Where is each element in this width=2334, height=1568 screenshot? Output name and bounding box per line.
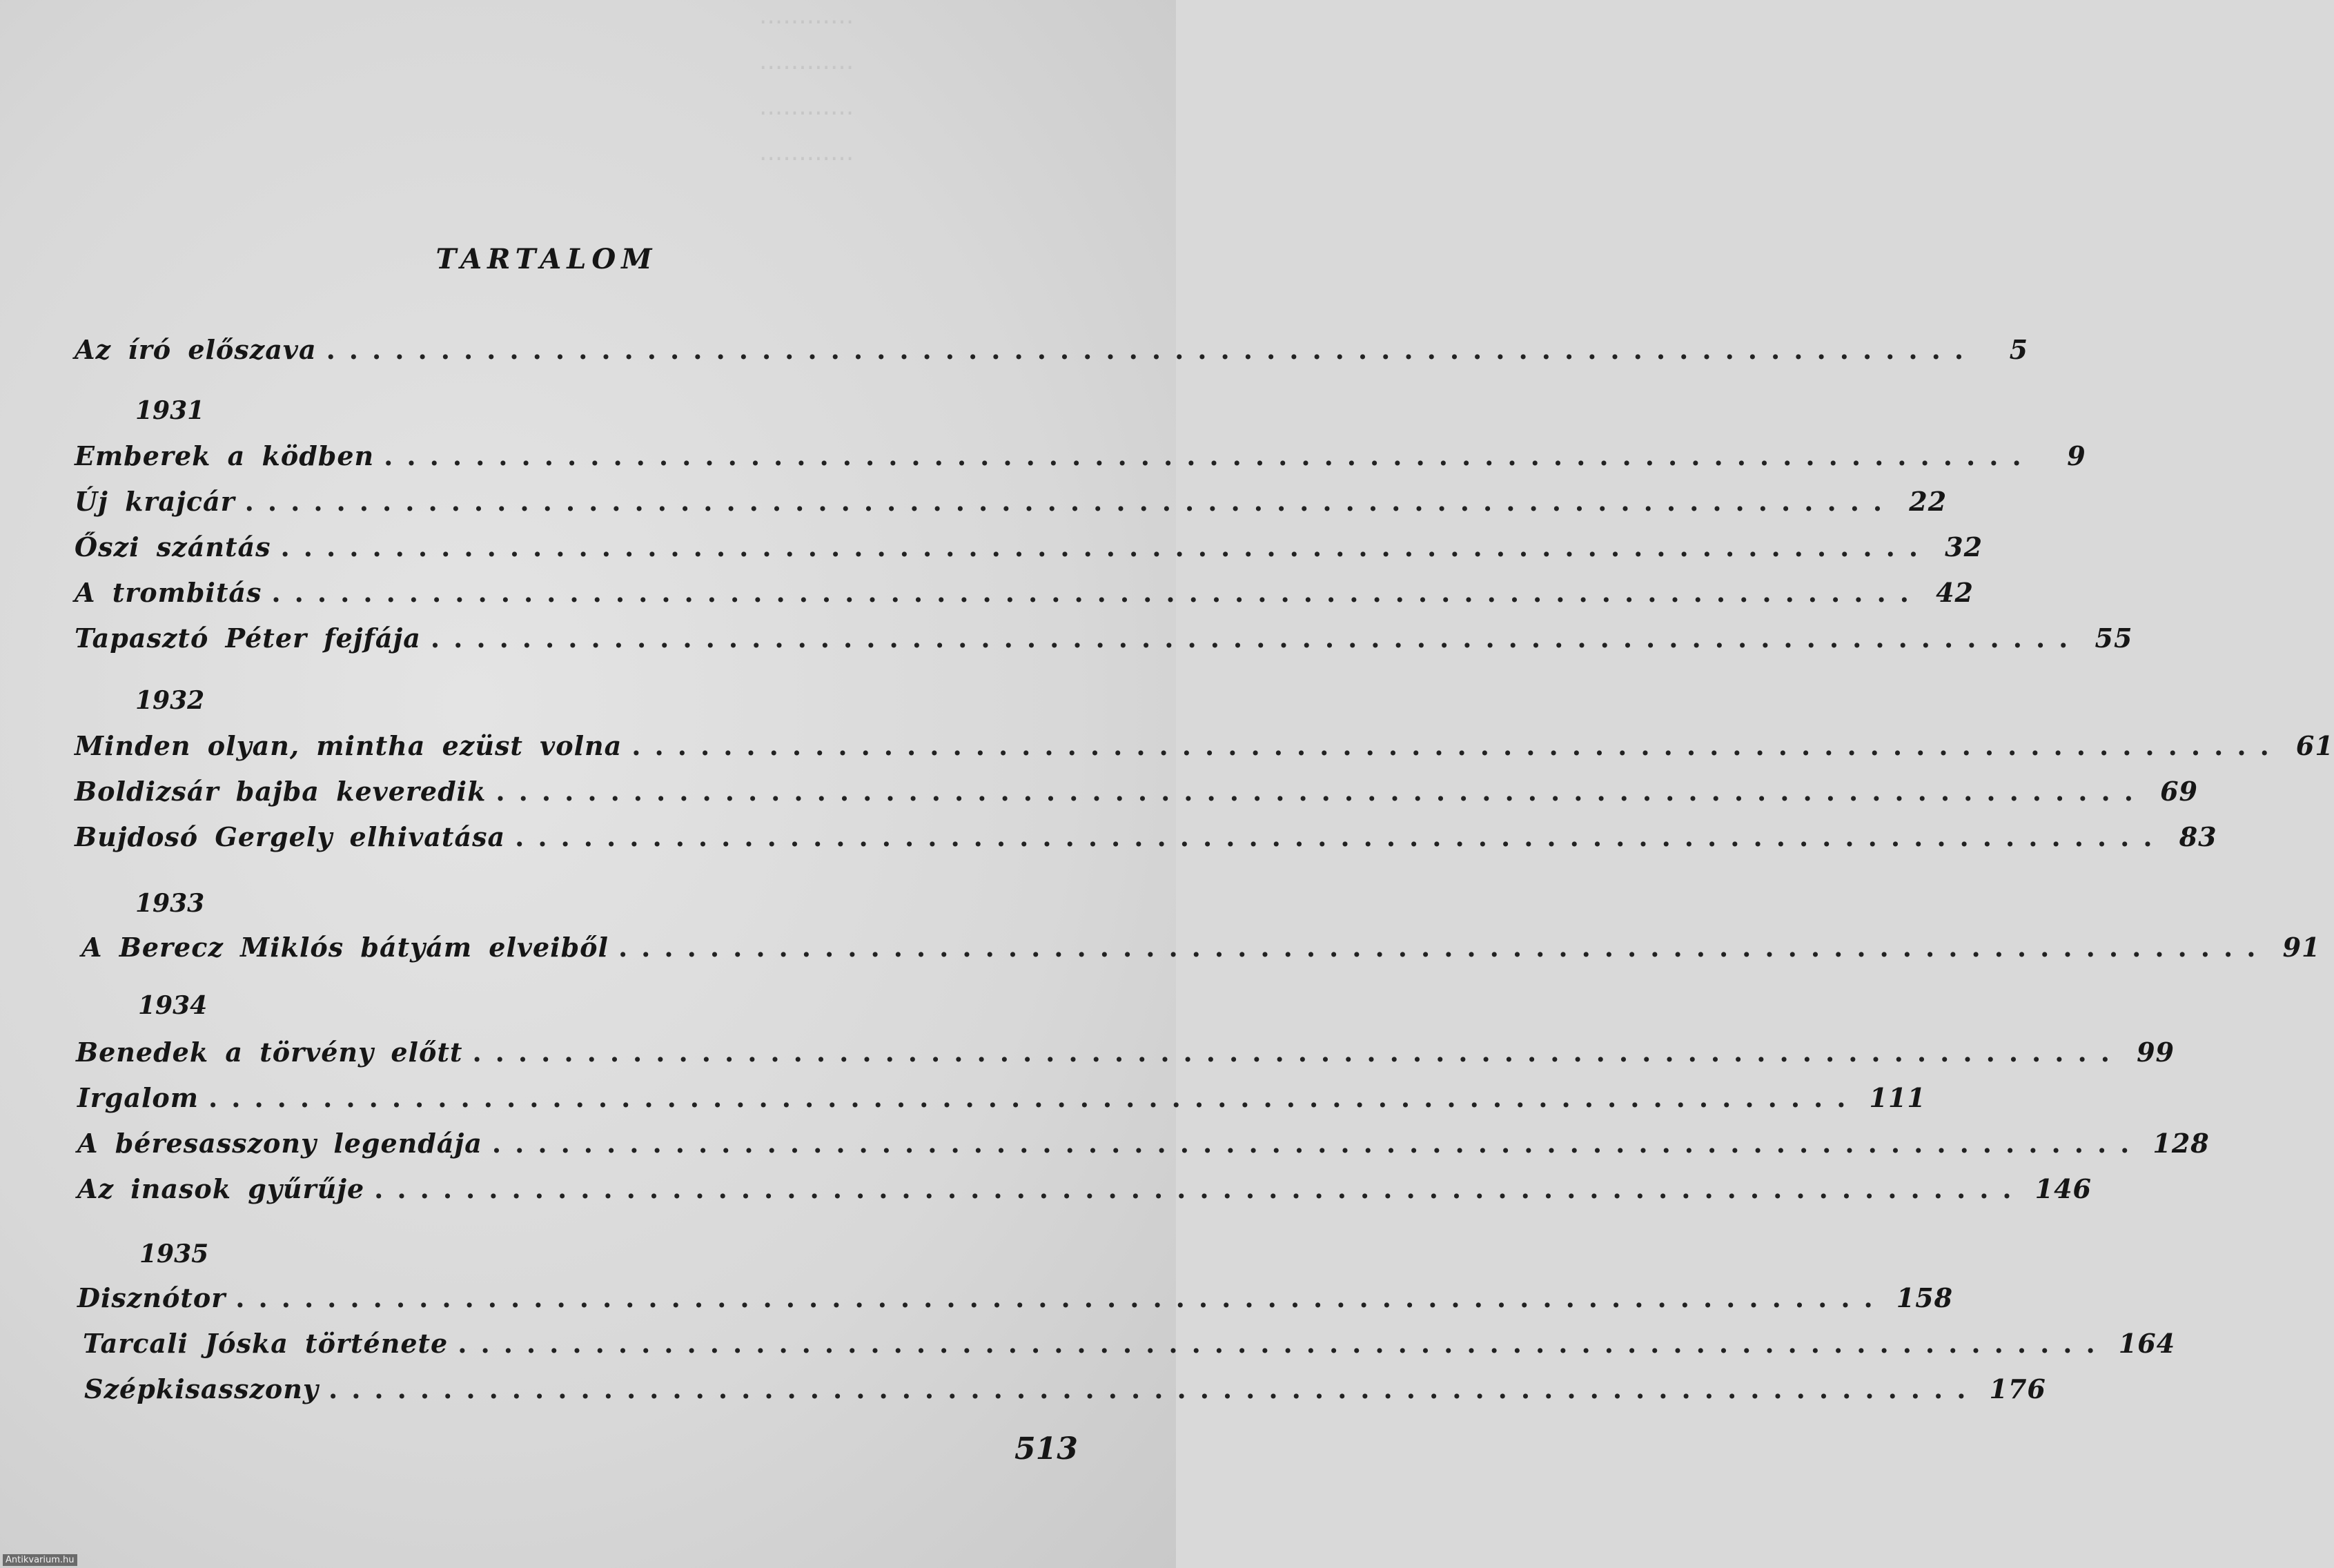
dot-leader: ........................................................................ (491, 1128, 2144, 1159)
toc-entry-title: Új krajcár (75, 486, 235, 517)
toc-entry-title: Boldizsár bajba keveredik (75, 776, 487, 807)
toc-entry-title: Disznótor (77, 1282, 226, 1313)
dot-leader: ........................................................................ (631, 730, 2283, 761)
toc-entry-page: 158 (1896, 1282, 1954, 1313)
toc-entry-title: Szépkisasszony (84, 1373, 319, 1404)
dot-leader: ........................................................................ (384, 440, 2035, 471)
dot-leader: ........................................................................ (458, 1328, 2109, 1359)
toc-entry-page: 176 (1989, 1373, 2046, 1404)
dot-leader: ........................................................................ (496, 776, 2147, 807)
toc-entry-title: Irgalom (77, 1082, 199, 1113)
toc-entry (76, 1037, 2175, 1078)
dot-leader: ........................................................................ (618, 932, 2270, 963)
toc-entry (83, 1328, 2176, 1369)
watermark: Antikvarium.hu (3, 1554, 77, 1566)
toc-entry-page: 99 (2137, 1037, 2175, 1068)
toc-entry-page: 164 (2118, 1328, 2176, 1359)
toc-entry (75, 730, 2334, 772)
toc-entry (77, 1082, 1926, 1124)
page-title: TARTALOM (435, 243, 658, 275)
toc-entry (77, 1128, 2210, 1169)
toc-entry-page: 61 (2295, 730, 2334, 761)
toc-entry-page: 146 (2034, 1173, 2092, 1204)
toc-entry-title: Tarcali Jóska története (83, 1328, 449, 1359)
toc-entry-page: 9 (2067, 440, 2086, 471)
toc-entry-page: 69 (2160, 776, 2198, 807)
toc-entry-page: 22 (1909, 486, 1948, 517)
toc-entry-title: Emberek a ködben (75, 440, 375, 471)
toc-entry-title: Minden olyan, mintha ezüst volna (75, 730, 622, 761)
section-year: 1934 (138, 991, 208, 1020)
page-number: 513 (1014, 1431, 1078, 1467)
dot-leader: ........................................................................ (235, 1282, 1887, 1313)
toc-entry-page: 32 (1945, 531, 1983, 562)
section-year: 1932 (135, 686, 205, 715)
toc-entry-page: 111 (1869, 1082, 1926, 1113)
dot-leader: ........................................................................ (244, 486, 1896, 517)
toc-entry (75, 623, 2133, 664)
toc-entry-title: Az inasok gyűrűje (77, 1173, 365, 1204)
dot-leader: ........................................................................ (374, 1173, 2026, 1204)
toc-entry-page: 91 (2282, 932, 2321, 963)
toc-entry-page: 55 (2095, 623, 2133, 654)
section-year: 1933 (135, 889, 205, 918)
toc-entry (75, 821, 2217, 863)
section-year: 1935 (139, 1239, 209, 1268)
toc-entry-title: Tapasztó Péter fejfája (75, 623, 421, 654)
toc-entry-title: A Berecz Miklós bátyám elveiből (81, 932, 609, 963)
dot-leader: ........................................................................ (326, 334, 1978, 365)
toc-entry-page: 128 (2152, 1128, 2210, 1159)
toc-entry-title: Az író előszava (75, 334, 317, 365)
toc-entry (75, 531, 1983, 573)
dot-leader: ........................................................................ (328, 1373, 1980, 1404)
dot-leader: ........................................................................ (515, 821, 2166, 852)
toc-entry (75, 577, 1974, 618)
toc-entry (75, 440, 2086, 482)
toc-entry (75, 334, 2029, 375)
toc-entry-title: A béresasszony legendája (77, 1128, 482, 1159)
dot-leader: ........................................................................ (271, 577, 1923, 608)
dot-leader: ........................................................................ (280, 531, 1932, 562)
toc-entry-title: A trombitás (75, 577, 262, 608)
toc-entry-title: Bujdosó Gergely elhivatása (75, 821, 506, 852)
toc-entry (84, 1373, 2046, 1415)
toc-entry (75, 776, 2198, 817)
toc-entry-page: 5 (2009, 334, 2029, 365)
section-year: 1931 (135, 396, 205, 425)
toc-entry-title: Őszi szántás (75, 531, 271, 562)
bleed-through-text: ············ ············ ············ ············ (759, 8, 854, 173)
toc-entry (77, 1173, 2092, 1215)
toc-entry-page: 42 (1936, 577, 1974, 608)
toc-entry (75, 486, 1948, 527)
dot-leader: ........................................................................ (430, 623, 2082, 654)
dot-leader: ........................................................................ (472, 1037, 2124, 1068)
toc-entry (77, 1282, 1954, 1324)
dot-leader: ........................................................................ (208, 1082, 1860, 1113)
toc-entry (81, 932, 2321, 973)
toc-entry-title: Benedek a törvény előtt (76, 1037, 463, 1068)
toc-entry-page: 83 (2179, 821, 2217, 852)
